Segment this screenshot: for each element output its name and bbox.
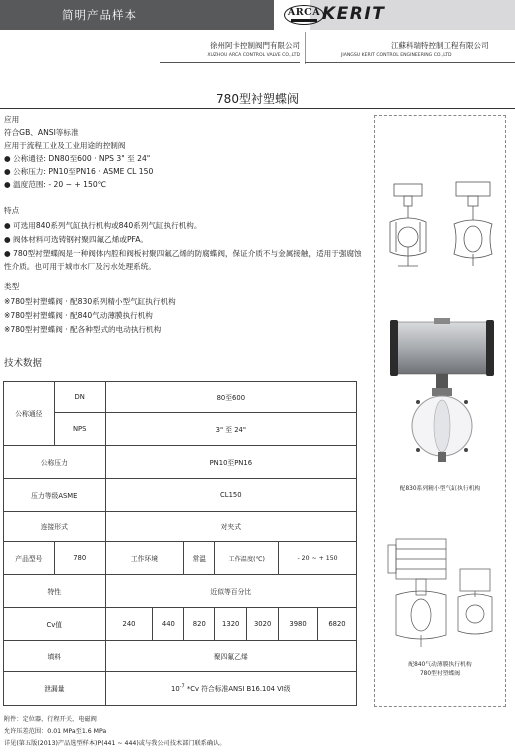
type-item: ※780型衬塑蝶阀 · 配830系列精小型气缸执行机构 bbox=[4, 297, 176, 306]
cv-value: 6820 bbox=[317, 608, 356, 641]
image-caption: 配840气动薄膜执行机构 bbox=[408, 662, 472, 668]
application-line: 符合GB、ANSI等标准 bbox=[4, 128, 79, 137]
feature-item: ● 阀体材料可选铸钢衬聚四氟乙烯或PFA。 bbox=[4, 235, 148, 244]
table-row bbox=[4, 478, 357, 511]
leak-label: 泄漏量 bbox=[4, 671, 106, 705]
note-line: 详见(第五版(2013)产品选型样本)P(441 ~ 444)或与我公司技术部门联系确认。 bbox=[4, 740, 226, 747]
temp-value: - 20 ~ + 150 bbox=[279, 542, 357, 575]
cv-value: 820 bbox=[184, 608, 215, 641]
table-row bbox=[4, 641, 357, 672]
company-left-en: XUZHOU ARCA CONTROL VALVE CO.,LTD bbox=[207, 53, 300, 58]
char-value: 近似等百分比 bbox=[105, 575, 356, 608]
types-heading: 类型 bbox=[4, 282, 20, 291]
model-label: 产品型号 bbox=[4, 542, 55, 575]
spec-nominal-pressure: ● 公称压力: PN10至PN16 · ASME CL 150 bbox=[4, 167, 154, 176]
feature-item: ● 780型衬塑蝶阀是一种阀体内腔和阀板衬聚四氟乙烯的防腐蝶阀，保证介质不与金属接触，适用于强腐蚀性介质。也可用于城市水厂及污水处理系统。 bbox=[4, 249, 362, 271]
divider bbox=[305, 62, 515, 63]
nps-value: 3" 至 24" bbox=[105, 412, 356, 445]
table-row bbox=[4, 382, 357, 413]
divider bbox=[305, 32, 306, 64]
cv-value: 3020 bbox=[247, 608, 279, 641]
type-item: ※780型衬塑蝶阀 · 配840气动薄膜执行机构 bbox=[4, 311, 153, 320]
tech-data-table bbox=[3, 381, 357, 706]
cv-value: 3980 bbox=[279, 608, 318, 641]
nps-label: NPS bbox=[54, 412, 105, 445]
cv-value: 440 bbox=[153, 608, 184, 641]
dn-label: DN bbox=[54, 382, 105, 413]
tech-data-heading: 技术数据 bbox=[4, 358, 43, 369]
cv-label: Cv值 bbox=[4, 608, 106, 641]
cv-value: 240 bbox=[105, 608, 153, 641]
spec-temperature: ● 温度范围: - 20 ~ + 150℃ bbox=[4, 180, 107, 189]
image-caption: 780型衬塑蝶阀 bbox=[419, 671, 461, 677]
spec-nominal-dia: ● 公称通径: DN80至600 · NPS 3" 至 24" bbox=[4, 154, 151, 163]
connection-label: 连接形式 bbox=[4, 511, 106, 542]
image-caption: 配830系列精小型气缸执行机构 bbox=[399, 486, 481, 492]
company-right-cn: 江蘇科瑞特控制工程有限公司 bbox=[391, 41, 489, 50]
catalog-title: 简明产品样本 bbox=[62, 8, 137, 22]
arca-logo bbox=[284, 5, 324, 25]
feature-item: ● 可选用840系列气缸执行机构或840系列气缸执行机构。 bbox=[4, 221, 202, 230]
arca-logo-text: ARCA bbox=[287, 7, 321, 18]
company-left-cn: 徐州阿卡控制阀門有限公司 bbox=[210, 41, 300, 50]
valve-drawing-image bbox=[384, 178, 500, 270]
packing-label: 填料 bbox=[4, 641, 106, 672]
header-bar-left bbox=[0, 0, 274, 30]
model-value: 780 bbox=[54, 542, 105, 575]
title-rule bbox=[0, 108, 515, 109]
table-row bbox=[4, 542, 357, 575]
pressure-label: 公称压力 bbox=[4, 445, 106, 478]
kerit-logo: KERIT bbox=[322, 4, 386, 24]
asme-value: CL150 bbox=[105, 478, 356, 511]
asme-label: 压力等级ASME bbox=[4, 478, 106, 511]
actuator-valve-image bbox=[390, 318, 494, 468]
table-row bbox=[4, 575, 357, 608]
table-row bbox=[4, 511, 357, 542]
type-item: ※780型衬塑蝶阀 · 配各种型式的电动执行机构 bbox=[4, 325, 162, 334]
char-label: 特性 bbox=[4, 575, 106, 608]
note-line: 附件：定位器、行程开关、电磁阀 bbox=[4, 716, 97, 723]
application-line: 应用于流程工业及工业用途的控制阀 bbox=[4, 141, 126, 150]
env-value: 常温 bbox=[184, 542, 215, 575]
table-row bbox=[4, 671, 357, 705]
nominal-dia-label: 公称通径 bbox=[4, 382, 55, 446]
table-row bbox=[4, 445, 357, 478]
diaphragm-actuator-drawing bbox=[386, 535, 498, 651]
pressure-value: PN10至PN16 bbox=[105, 445, 356, 478]
note-line: 允许压差范围：0.01 MPa至1.6 MPa bbox=[4, 728, 107, 735]
features-heading: 特点 bbox=[4, 206, 20, 215]
packing-value: 聚四氟乙烯 bbox=[105, 641, 356, 672]
dn-value: 80至600 bbox=[105, 382, 356, 413]
page-title: 780型衬塑蝶阀 bbox=[216, 92, 299, 106]
table-row bbox=[4, 608, 357, 641]
env-label: 工作环境 bbox=[105, 542, 184, 575]
temp-label: 工作温度(℃) bbox=[215, 542, 279, 575]
application-heading: 应用 bbox=[4, 115, 20, 124]
cv-value: 1320 bbox=[215, 608, 247, 641]
table-row bbox=[4, 412, 357, 445]
leak-value: $10^{-7}$ *Cv 符合标准ANSI B16.104 VI级 bbox=[105, 671, 356, 705]
divider bbox=[160, 62, 300, 63]
connection-value: 对夹式 bbox=[105, 511, 356, 542]
company-right-en: JIANGSU KERIT CONTROL ENGINEERING CO.,LTD bbox=[341, 53, 452, 58]
header-bar-right bbox=[310, 0, 515, 30]
